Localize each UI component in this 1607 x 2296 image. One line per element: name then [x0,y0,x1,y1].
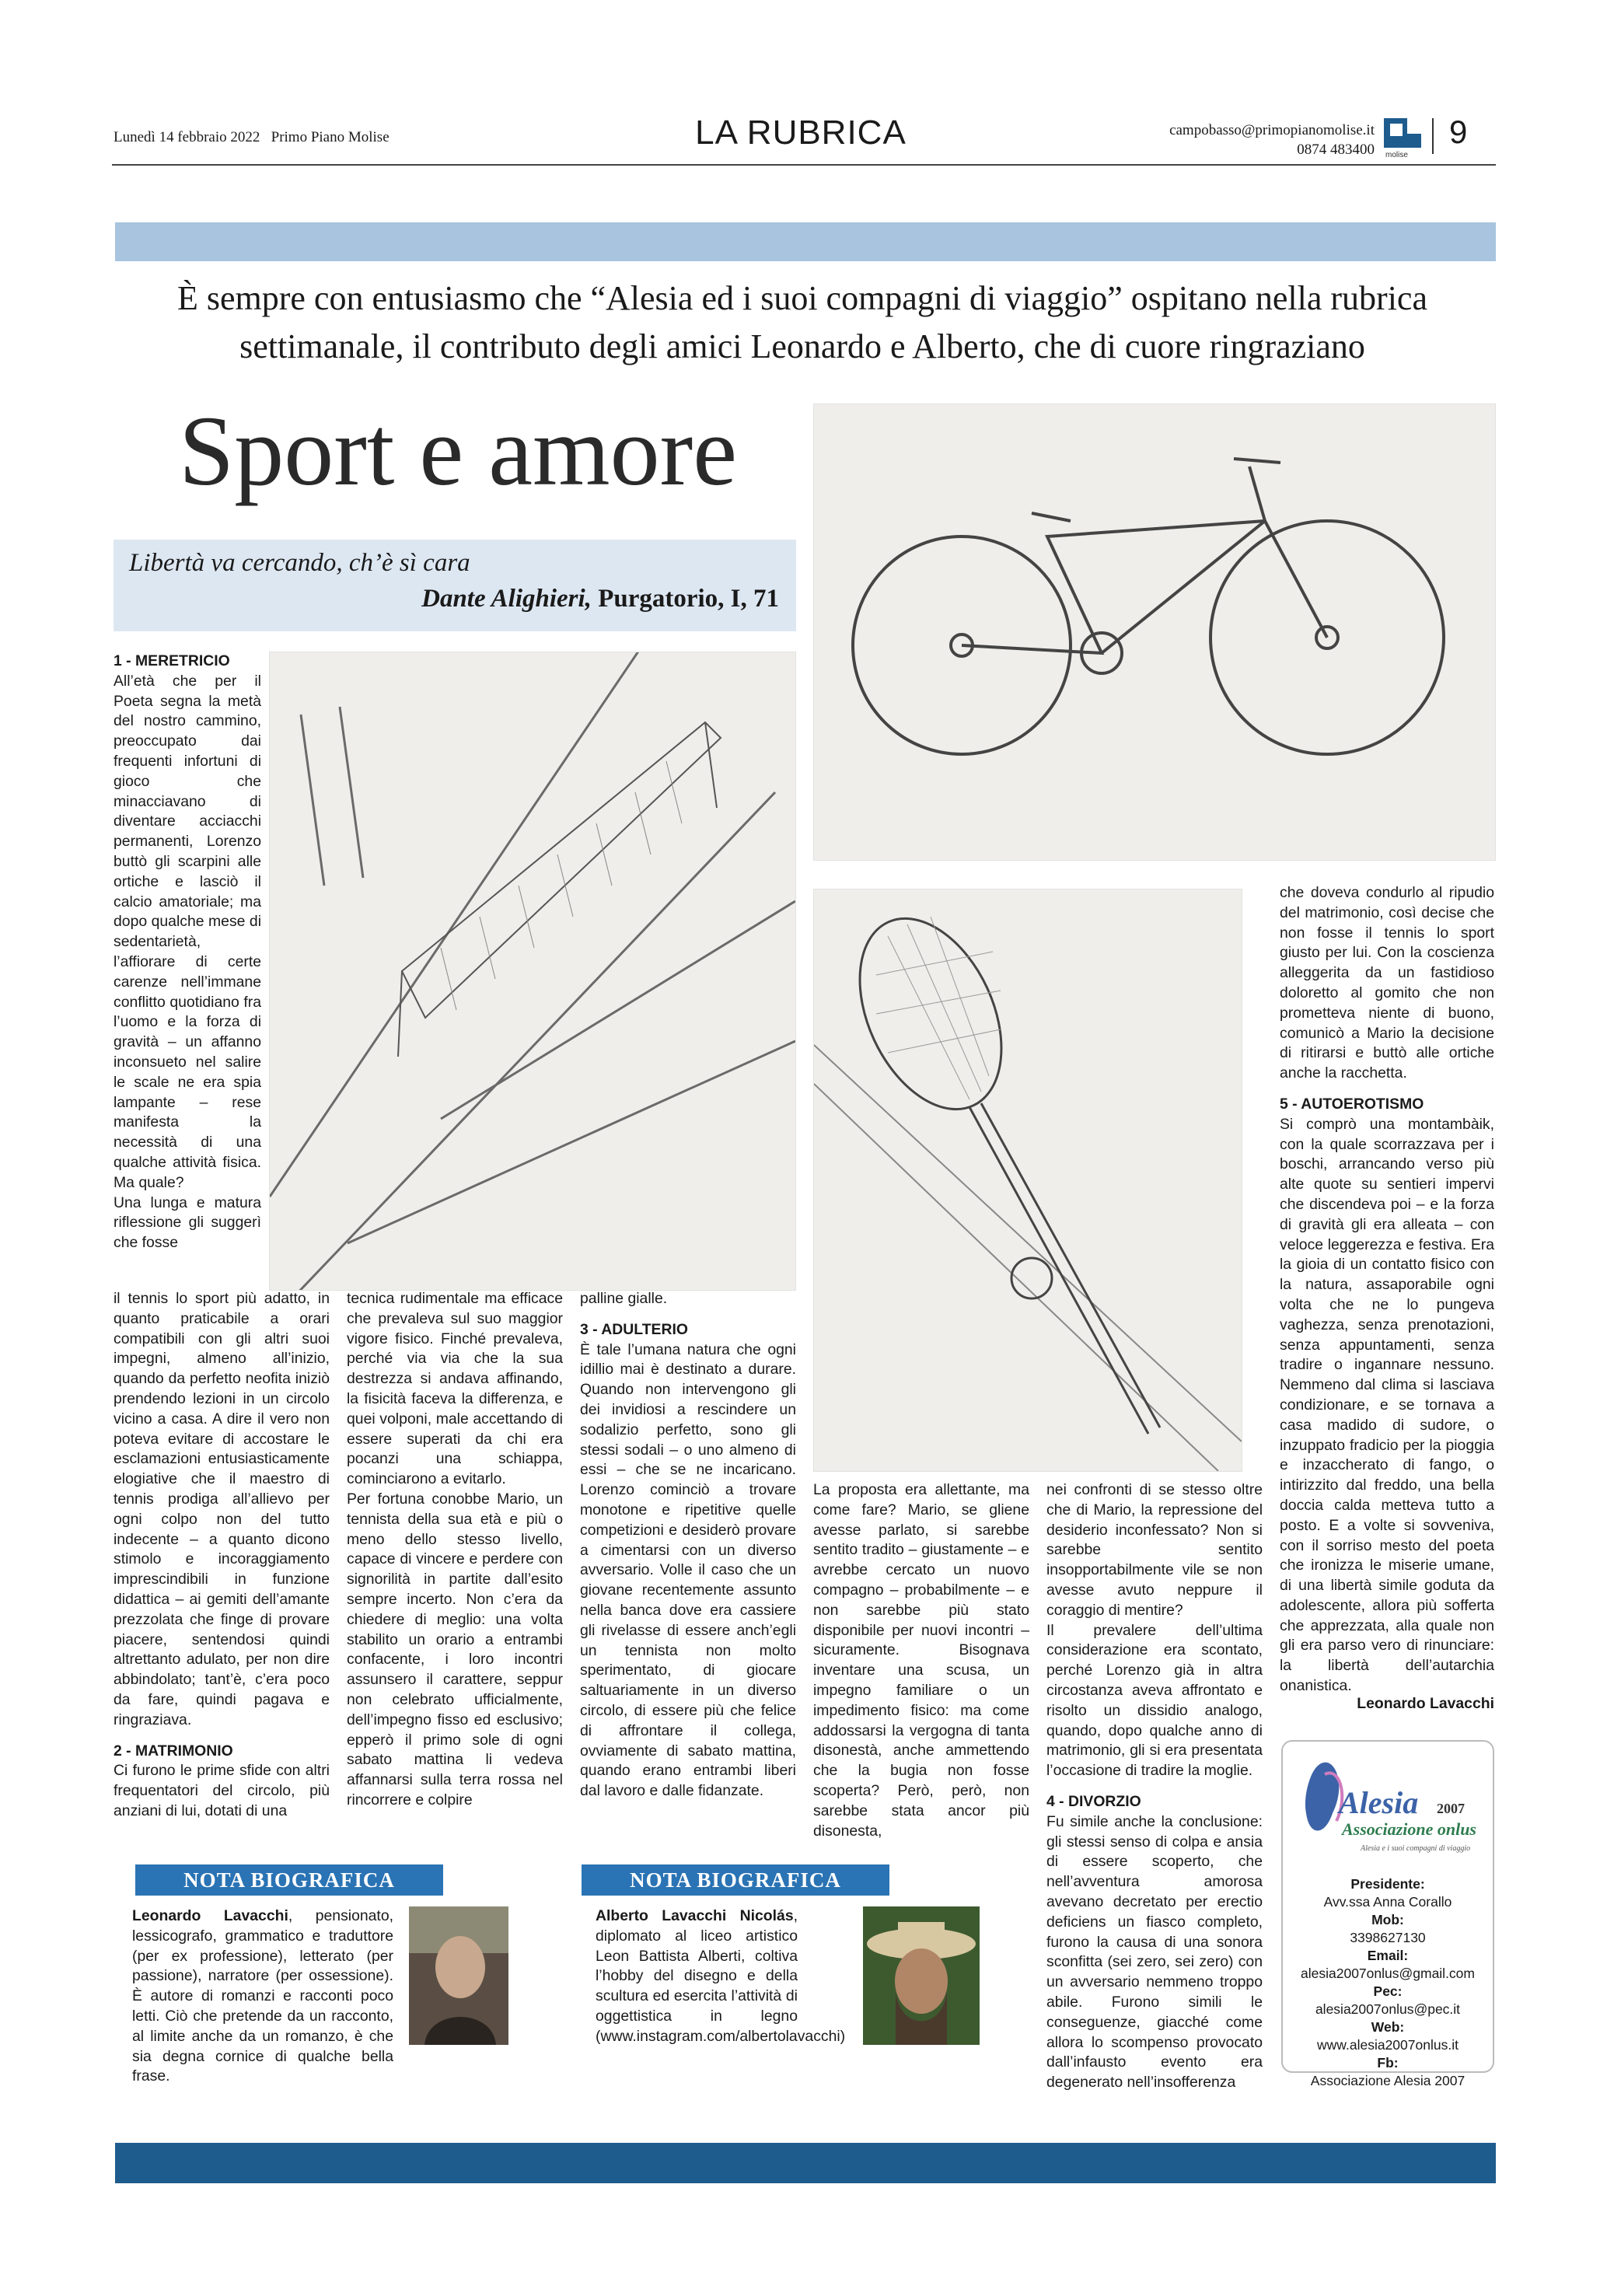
header-rule [112,164,1496,166]
bio-body-1: , pensionato, lessicografo, grammatico e traduttore (per ex professione), letterato (per passione), narratore (per ossessione). È autore di romanzi e racconti poco letti. Ciò che pretende da un racconto, al limite anche da un romanzo, è che sia degna cornice di qualche bella frase. [132,1907,393,2085]
paragraph: Fu simile anche la conclusione: gli stessi senso di colpa e ansia di essere scoperto, che nell’avventura amorosa avevano decretato per erectio deficiens un fiasco completo, furono la causa di una sonora sconfitta (sei zero, sei zero) con un avversario nemmeno troppo abile. Furono simili le conseguenze, giacché come allora lo scompenso provocato dall’infausto evento era degenerato nell’insofferenza [1046,1812,1263,2092]
section-heading: 2 - MATRIMONIO [114,1742,233,1760]
bio-title-2: NOTA BIOGRAFICA [582,1864,889,1896]
bio-name-1: Leonardo Lavacchi [132,1907,288,1924]
epigraph-box [114,540,796,631]
bio-body-2: , diplomato al liceo artistico Leon Battista Alberti, coltiva l’hobby del disegno e della scultura ed esercita l’attività di oggettistica in legno (www.instagram.com/albertolavacchi) [596,1907,846,2045]
paragraph: Una lunga e matura riflessione gli suggerì che fosse [114,1193,261,1252]
header-phone: 0874 483400 [1297,142,1375,158]
bio-photo-leonardo [409,1906,508,2045]
article-column-6 [1280,883,1494,1697]
alesia-association-box [1281,1740,1494,2088]
alesia-president: Avv.ssa Anna Corallo [1323,1894,1452,1910]
paragraph: Il prevalere dell’ultima considerazione era scontato, perché Lorenzo già in altra circostanza aveva affrontato e risolto un dissidio analogo, quando, dopo qualche anno di matrimonio, gli si era presentata l’occasione di tradire la moglie. [1046,1621,1263,1780]
section-heading: 3 - ADULTERIO [580,1320,688,1338]
alesia-logo [1294,1751,1480,1860]
bio-photo-alberto [863,1906,980,2045]
paragraph: All’età che per il Poeta segna la metà del nostro cammino, preoccupato dai frequenti infortuni di gioco che minacciavano di diventare acciacchi permanenti, Lorenzo buttò gli scarpini alle ortiche e lasciò il calcio amatoriale; ma dopo qualche mese di sedentarietà, l’affiorare di certe carenze nell’immane conflitto quotidiano fra l’uomo e la forza di gravità – un affanno inconsueto nel salire le scale ne era spia lampante – rese manifesta la necessità di una qualche attività fisica. Ma quale? [114,672,261,1191]
paragraph: palline gialle. [580,1290,668,1307]
paragraph: La proposta era allettante, ma come fare? Mario, se gliene avesse parlato, si sarebbe sentito tradito – giustamente – e avrebbe cercato un nuovo compagno – probabilmente – e non sarebbe più stato disponibile per nuovi incontri – sicuramente. Bisognava inventare una scusa, un impegno familiare o un impedimento fisico: ma come addossarsi la vergogna di tanta disonestà, anche ammettendo che la bugia non fosse scoperta? Però, però, non sarebbe stata ancor più disonesta, [813,1481,1029,1840]
article-column-5 [1046,1480,1263,2093]
alesia-fb[interactable]: Associazione Alesia 2007 [1310,2073,1466,2088]
alesia-fb-label: Fb: [1377,2055,1399,2071]
alesia-logo-year: 2007 [1437,1801,1465,1816]
paragraph: Per fortuna conobbe Mario, un tennista della sua età e più o meno dello stesso livello, capace di vincere e perdere con signorilità in partite dall’esito sempre incerto. Non c’era da chiedere di meglio: una volta stabilito un orario a entrambi confacente, i loro incontri assunsero il carattere, seppur non celebrato ufficialmente, dell’impegno fisso ed esclusivo; epperò il primo sole di ogni sabato mattina li vedeva affannarsi sulla terra rossa nel rincorrere e colpire [347,1490,563,1808]
alesia-pec[interactable]: alesia2007onlus@pec.it [1315,2001,1461,2017]
paragraph: nei confronti di se stesso oltre che di Mario, la repressione del desiderio inconfessato? Non si sarebbe sentito insopportabilmente vile se non avesse avuto neppure il coraggio di mentire? [1046,1481,1263,1619]
logo-text: molise [1385,151,1408,159]
paragraph: che doveva condurlo al ripudio del matrimonio, così decise che non fosse il tennis lo sport giusto per lui. Con la coscienza alleggerita da un fastidioso doloretto al gomito che non prometteva niente di buono, comunicò a Mario la decisione di ritirarsi e buttò alle ortiche anche la racchetta. [1280,884,1494,1082]
alesia-pec-label: Pec: [1373,1983,1403,1999]
tennis-court-drawing [269,652,796,1291]
bottom-color-band [115,2143,1496,2183]
page-number: 9 [1449,114,1468,150]
epigraph-author: Dante Alighieri, [421,585,592,613]
alesia-logo-sub: Associazione onlus [1342,1819,1476,1839]
header-publication: Primo Piano Molise [271,129,390,145]
paragraph: tecnica rudimentale ma efficace che prevaleva sul suo maggior vigore fisico. Finché prevaleva, perché via via che la sua destrezza si andava affinando, la fisicità faceva la differenza, e quei volponi, male accettando di essere superati da chi era pocanzi una schiappa, cominciarono a evitarlo. [347,1290,563,1488]
section-heading: 1 - MERETRICIO [114,652,230,669]
alesia-mob-label: Mob: [1371,1912,1404,1927]
section-heading: 5 - AUTOEROTISMO [1280,1095,1424,1113]
epigraph-verse: Libertà va cercando, ch’è sì cara [129,549,470,577]
section-title: LA RUBRICA [695,114,907,152]
paragraph: Ci furono le prime sfide con altri frequentatori del circolo, più anziani di lui, dotati di una [114,1762,330,1819]
article-column-1-bottom [114,1289,330,1822]
bio-text-1 [132,1906,393,2087]
header-date: Lunedì 14 febbraio 2022 [114,129,260,145]
alesia-mob[interactable]: 3398627130 [1350,1930,1426,1945]
header-email[interactable]: campobasso@primopianomolise.it [1169,122,1375,138]
alesia-email[interactable]: alesia2007onlus@gmail.com [1301,1966,1475,1981]
paragraph: il tennis lo sport più adatto, in quanto praticabile a orari compatibili con gli altri suoi impegni, almeno all’inizio, quando da perfetto neofita iniziò prendendo lezioni in un circolo vicino a casa. A dire il vero non poteva evitare di accostare le esclamazioni entusiasticamente elogiative che il maestro di tennis prodiga all’allievo per ogni colpo non del tutto indecente – a quanto dicono stimolo e incoraggiamento imprescindibili in funzione didattica – ai gemiti dell’amante prezzolata che finge di provare piacere, sentendosi quindi altrettanto adulato, per non dire abbindolato; tant’è, c’era poco da fare, quindi pagava e ringraziava. [114,1290,330,1728]
top-color-band [115,222,1496,261]
deck-line-2: settimanale, il contributo degli amici Leonardo e Alberto, che di cuore ringraziano [239,327,1365,365]
paragraph: È tale l’umana natura che ogni idillio mai è destinato a durare. Quando non intervengono gli dei invidiosi a rescindere un sodalizio perfetto, sono gli stessi sodali – o uno almeno di essi – che se ne incaricano. Lorenzo cominciò a trovare monotone e ripetitive quelle competizioni e desiderò provare a cimentarsi con un diverso avversario. Volle il caso che un giovane recentemente assunto nella banca dove era cassiere gli rivelasse di essere anch’egli un tennista non molto sperimentato, di giocare saltuariamente in un diverso circolo, di essere più che felice di affrontare il collega, ovviamente di sabato mattina, quando erano entrambi liberi dal lavoro e dalle fidanzate. [580,1340,796,1800]
alesia-contacts [1283,1875,1493,2090]
header-contacts [1073,121,1375,159]
header-date-publication [114,129,390,146]
alesia-web[interactable]: www.alesia2007onlus.it [1317,2037,1459,2053]
bio-text-2 [596,1906,846,2047]
epigraph-attribution [421,585,779,613]
alesia-logo-tag: Alesia e i suoi compagni di viaggio [1361,1844,1471,1853]
bicycle-drawing [813,404,1496,861]
alesia-logo-word: Alesia [1339,1785,1419,1820]
alesia-email-label: Email: [1367,1948,1409,1963]
article-column-2 [347,1289,563,1811]
paragraph: Si comprò una montambàik, con la quale scorrazzava per i boschi, arrancando verso più alte quote su sentieri impervi che discendeva poi – e la forza di gravità gli era alleata – con veloce leggerezza e festiva. Era la gioia di un contatto fisico con la natura, assaporabile ogni volta che ne lo pungeva vaghezza, senza prenotazioni, senza appuntamenti, senza tradire o ingannare nessuno. Nemmeno dal clima si lasciava condizionare, e se tornava a casa madido di sudore, o inzuppato fradicio per la pioggia e inzaccherato di fango, o intirizzito dal freddo, una bella doccia calda metteva tutto a posto. E a volte si sovveniva, con il sorriso mesto del poeta che ironizza le miserie umane, di una libertà simile goduta da adolescente, allora più sofferta che apprezzata, alla quale non gli era parso vero di rinunciare: la libertà dell’autarchia onanistica. [1280,1115,1494,1695]
article-column-3 [580,1289,796,1802]
primo-piano-logo [1381,117,1427,160]
deck-line-1: È sempre con entusiasmo che “Alesia ed i suoi compagni di viaggio” ospitano nella rubrica [177,279,1427,317]
header-divider [1432,118,1434,154]
article-column-1-top [114,652,261,1253]
alesia-president-label: Presidente: [1350,1876,1425,1892]
alesia-web-label: Web: [1371,2019,1405,2035]
section-heading: 4 - DIVORZIO [1046,1792,1141,1810]
article-column-4 [813,1480,1029,1841]
epigraph-work: Purgatorio, I, 71 [598,585,779,613]
bio-name-2: Alberto Lavacchi Nicolás [596,1907,794,1924]
headline: Sport e amore [179,396,737,506]
article-signature: Leonardo Lavacchi [1357,1695,1494,1712]
bio-title-1: NOTA BIOGRAFICA [135,1864,443,1896]
tennis-racket-drawing [813,889,1242,1472]
